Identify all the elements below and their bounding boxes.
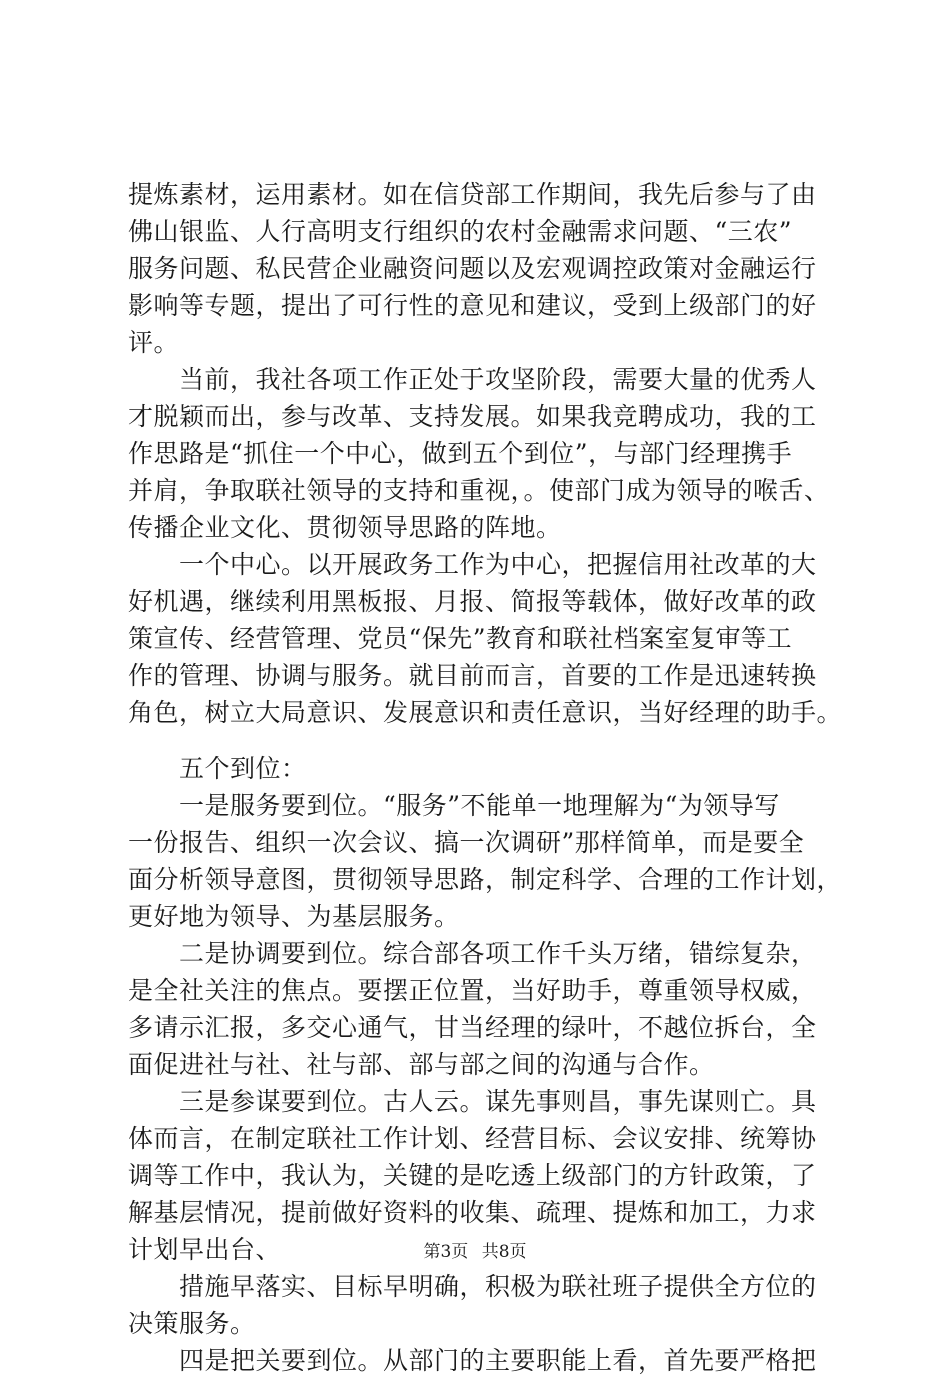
text-line: 传播企业文化、贯彻领导思路的阵地。 (128, 513, 562, 542)
text-line: 二是协调要到位。综合部各项工作千头万绪，错综复杂， (179, 939, 817, 968)
text-line: 调等工作中，我认为，关键的是吃透上级部门的方针政策，了 (128, 1161, 817, 1190)
page-footer (0, 1242, 950, 1262)
text-line: 角色，树立大局意识、发展意识和责任意识，当好经理的助手。 (128, 698, 843, 727)
page-total: 共8页 (481, 1242, 527, 1262)
document-body (128, 176, 843, 1379)
text-line: 一是服务要到位。“服务”不能单一地理解为“为领导写 (179, 791, 780, 820)
text-line: 作思路是“抓住一个中心，做到五个到位”，与部门经理携手 (128, 439, 793, 468)
text-line: 佛山银监、人行高明支行组织的农村金融需求问题、“三农” (128, 217, 793, 246)
text-line: 面促进社与社、社与部、部与部之间的沟通与合作。 (128, 1050, 715, 1079)
text-line: 当前，我社各项工作正处于攻坚阶段，需要大量的优秀人 (179, 365, 817, 394)
text-line: 作的管理、协调与服务。就目前而言，首要的工作是迅速转换 (128, 661, 817, 690)
text-line: 一个中心。以开展政务工作为中心，把握信用社改革的大 (179, 550, 817, 579)
text-line: 四是把关要到位。从部门的主要职能上看，首先要严格把 (179, 1346, 817, 1375)
text-line: 决策服务。 (128, 1309, 256, 1338)
text-line: 措施早落实、目标早明确，积极为联社班子提供全方位的 (179, 1272, 817, 1301)
text-line: 好机遇，继续利用黑板报、月报、简报等载体，做好改革的政 (128, 587, 817, 616)
paragraph-gap (128, 731, 828, 750)
text-line: 影响等专题，提出了可行性的意见和建议，受到上级部门的好 (128, 291, 817, 320)
text-line: 五个到位： (179, 754, 307, 783)
text-line: 更好地为领导、为基层服务。 (128, 902, 460, 931)
text-line: 计划早出台、 (128, 1235, 282, 1264)
text-line: 评。 (128, 328, 180, 357)
text-line: 服务问题、私民营企业融资问题以及宏观调控政策对金融运行 (128, 254, 817, 283)
text-line: 体而言，在制定联社工作计划、经营目标、会议安排、统筹协 (128, 1124, 817, 1153)
text-line: 是全社关注的焦点。要摆正位置，当好助手，尊重领导权威， (128, 976, 817, 1005)
text-line: 策宣传、经营管理、党员“保先”教育和联社档案室复审等工 (128, 624, 793, 653)
text-line: 提炼素材，运用素材。如在信贷部工作期间，我先后参与了由 (128, 180, 817, 209)
text-line: 解基层情况，提前做好资料的收集、疏理、提炼和加工，力求 (128, 1198, 817, 1227)
text-line: 才脱颖而出，参与改革、支持发展。如果我竞聘成功，我的工 (128, 402, 817, 431)
text-line: 多请示汇报，多交心通气，甘当经理的绿叶，不越位拆台，全 (128, 1013, 817, 1042)
text-line: 面分析领导意图，贯彻领导思路，制定科学、合理的工作计划， (128, 865, 843, 894)
text-line: 三是参谋要到位。古人云。谋先事则昌，事先谋则亡。具 (179, 1087, 817, 1116)
page-number: 第3页 (423, 1242, 469, 1262)
text-line: 并肩，争取联社领导的支持和重视，。使部门成为领导的喉舌、 (128, 476, 830, 505)
text-line: 一份报告、组织一次会议、搞一次调研”那样简单，而是要全 (128, 828, 805, 857)
